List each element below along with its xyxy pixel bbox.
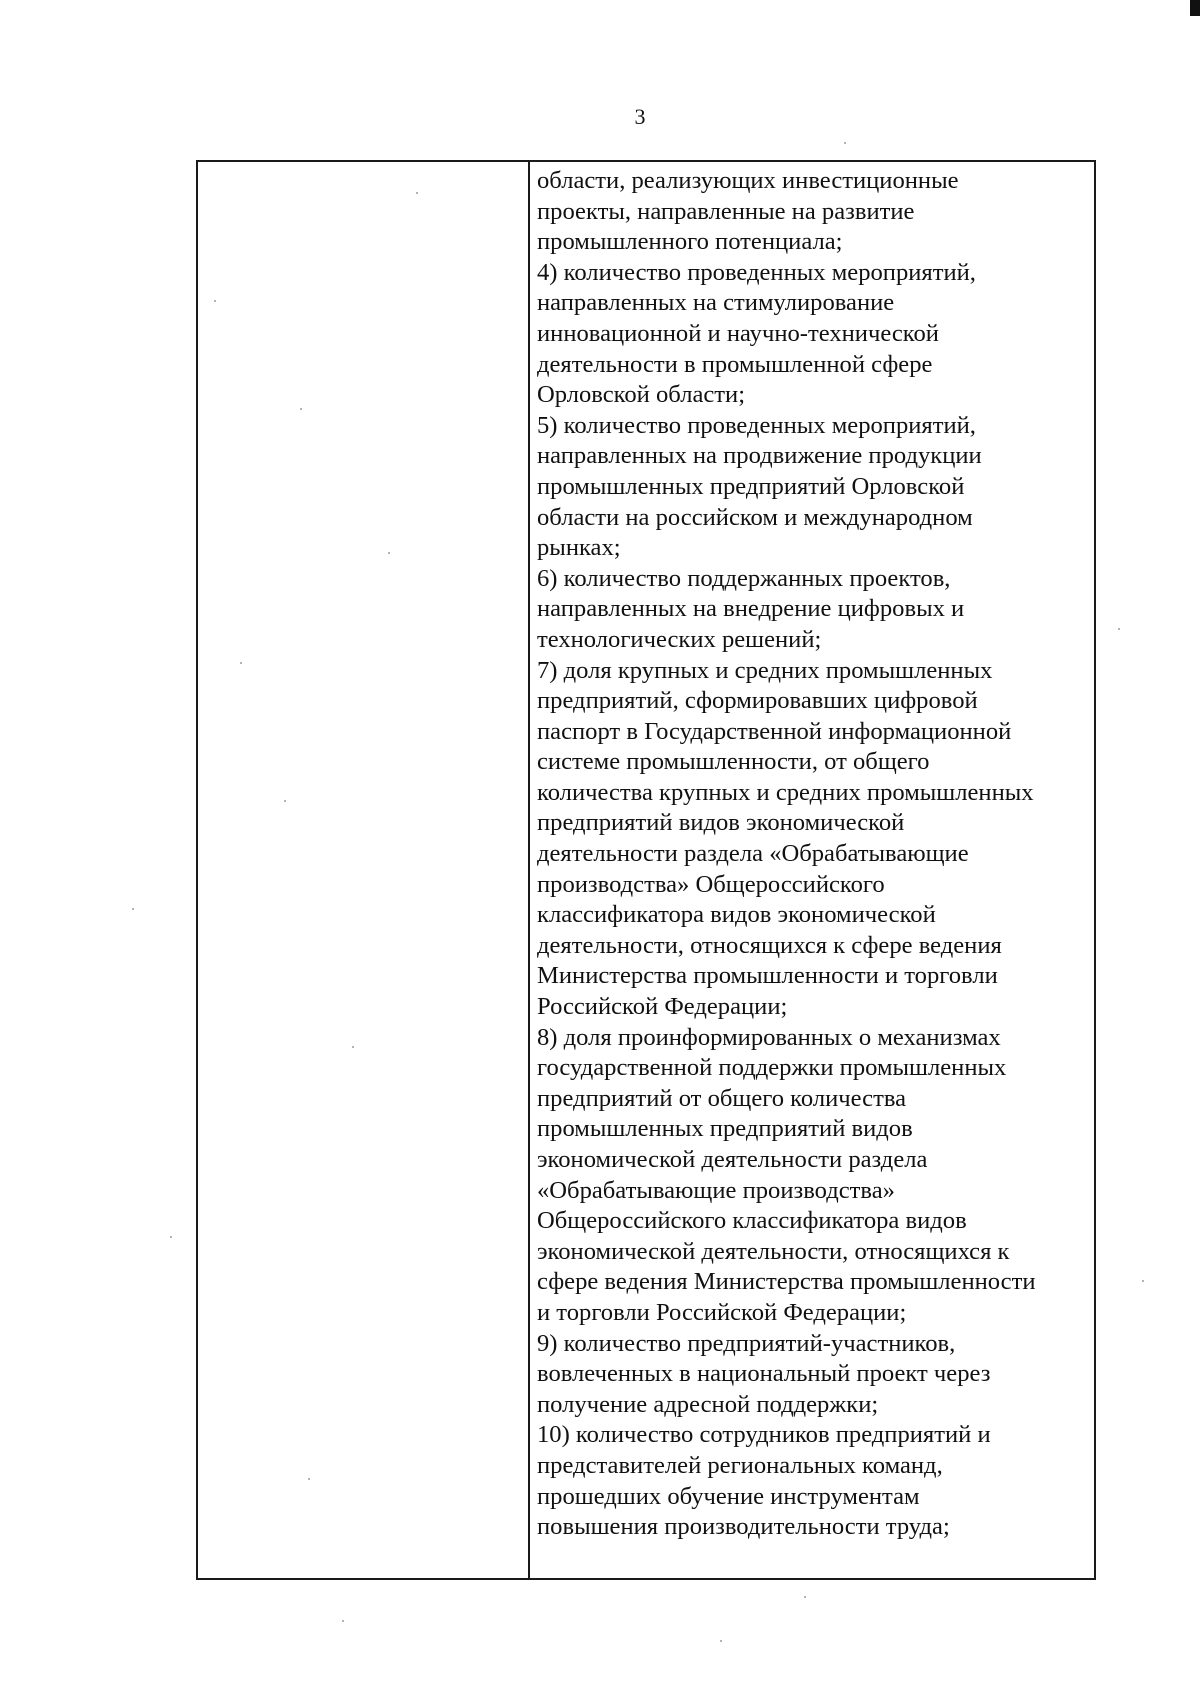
table-cell-left [198, 162, 530, 1578]
text-line: инновационной и научно-технической [537, 319, 939, 347]
text-line: сфере ведения Министерства промышленности [537, 1268, 1036, 1296]
text-line: 10) количество сотрудников предприятий и [537, 1421, 991, 1449]
text-line: рынках; [537, 534, 621, 562]
text-line: предприятий видов экономической [537, 809, 905, 837]
text-line: области на российском и международном [537, 503, 973, 531]
scan-speck [300, 408, 302, 410]
text-line: представителей региональных команд, [537, 1451, 943, 1479]
scan-speck [416, 192, 418, 194]
scan-speck [388, 552, 390, 554]
text-line: Орловской области; [537, 381, 746, 409]
text-line: направленных на стимулирование [537, 289, 895, 317]
text-line: государственной поддержки промышленных [537, 1054, 1007, 1082]
text-line: производства» Общероссийского [537, 870, 885, 898]
text-line: системе промышленности, от общего [537, 748, 930, 776]
text-line: предприятий, сформировавших цифровой [537, 687, 978, 715]
text-line: прошедших обучение инструментам [537, 1482, 920, 1510]
scan-speck [1118, 628, 1120, 630]
document-table [196, 160, 1096, 1580]
scan-speck [240, 662, 242, 664]
text-line: Общероссийского классификатора видов [537, 1207, 967, 1235]
scan-speck [132, 908, 134, 910]
table-cell-right [530, 162, 1094, 1578]
text-line: Министерства промышленности и торговли [537, 962, 998, 990]
text-line: технологических решений; [537, 625, 822, 653]
scan-speck [1142, 1280, 1144, 1282]
text-line: промышленного потенциала; [537, 228, 843, 256]
scan-speck [284, 800, 286, 802]
text-line: деятельности раздела «Обрабатывающие [537, 840, 969, 868]
text-line: проекты, направленные на развитие [537, 197, 915, 225]
text-line: деятельности, относящихся к сфере ведения [537, 931, 1002, 959]
text-line: направленных на продвижение продукции [537, 442, 982, 470]
text-line: деятельности в промышленной сфере [537, 350, 933, 378]
text-line: вовлеченных в национальный проект через [537, 1360, 991, 1388]
scan-speck [170, 1236, 172, 1238]
text-line: классификатора видов экономической [537, 901, 936, 929]
text-line: 9) количество предприятий-участников, [537, 1329, 956, 1357]
text-line: области, реализующих инвестиционные [537, 167, 959, 194]
text-line: 8) доля проинформированных о механизмах [537, 1023, 1001, 1051]
text-line: промышленных предприятий видов [537, 1115, 913, 1143]
scan-speck [308, 1478, 310, 1480]
scan-speck [352, 1046, 354, 1048]
text-line: 7) доля крупных и средних промышленных [537, 656, 993, 684]
text-line: 6) количество поддержанных проектов, [537, 564, 951, 592]
text-line: повышения производительности труда; [537, 1513, 950, 1541]
scan-speck [804, 1596, 806, 1598]
text-line: и торговли Российской Федерации; [537, 1298, 907, 1326]
text-line: паспорт в Государственной информационной [537, 717, 1012, 745]
scan-speck [214, 300, 216, 302]
text-line: Российской Федерации; [537, 993, 788, 1021]
text-line: 5) количество проведенных мероприятий, [537, 411, 976, 439]
text-line: 4) количество проведенных мероприятий, [537, 258, 976, 286]
text-line: промышленных предприятий Орловской [537, 472, 965, 500]
text-line: «Обрабатывающие производства» [537, 1176, 895, 1204]
scan-speck [720, 1640, 722, 1642]
text-line: экономической деятельности, относящихся к [537, 1237, 1010, 1265]
scan-speck [342, 1620, 344, 1622]
text-line: направленных на внедрение цифровых и [537, 595, 965, 623]
page-number: 3 [634, 104, 646, 129]
scan-speck [844, 142, 846, 144]
text-line: предприятий от общего количества [537, 1084, 907, 1112]
text-line: экономической деятельности раздела [537, 1146, 928, 1173]
scan-corner-mark [1190, 0, 1200, 16]
text-line: количества крупных и средних промышленных [537, 778, 1034, 806]
text-line: получение адресной поддержки; [537, 1390, 879, 1418]
